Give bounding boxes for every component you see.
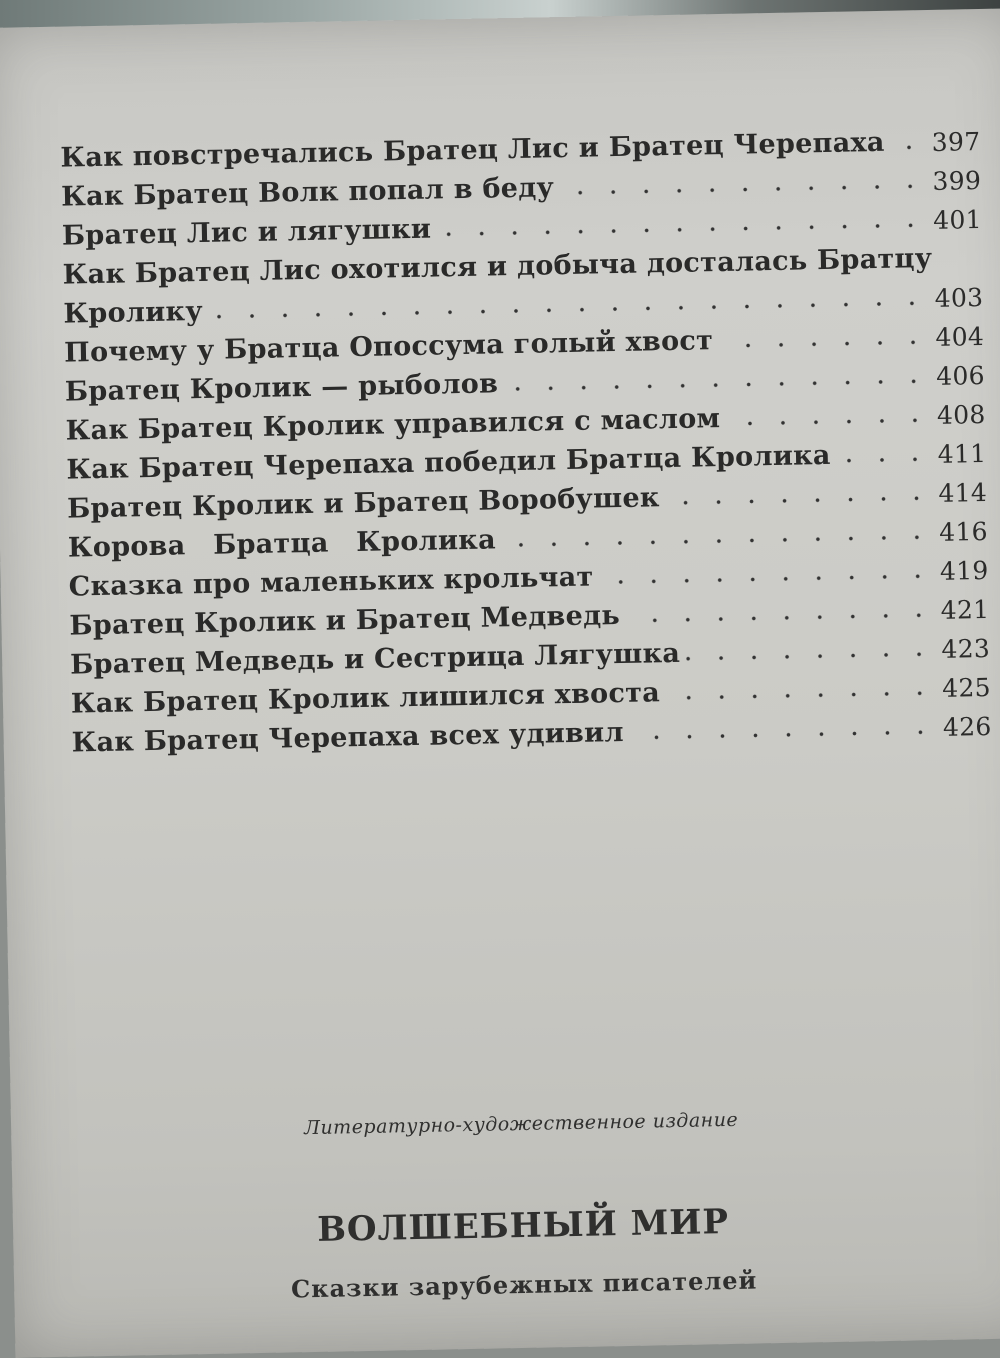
- toc-entry-page: 404: [935, 321, 985, 352]
- book-subtitle: Сказки зарубежных писателей: [290, 1265, 758, 1304]
- toc-leader-dots: [600, 573, 935, 585]
- toc-leader-dots: [560, 183, 927, 196]
- toc-entry-title: Как Братец Черепаха победил Братца Кролика: [66, 439, 831, 486]
- toc-leader-dots: [630, 729, 937, 741]
- toc-entry-title: Кролику: [63, 295, 204, 330]
- toc-entry-title: Братец Кролик и Братец Воробушек: [66, 482, 660, 525]
- toc-entry-page: 425: [941, 672, 992, 703]
- toc-leader-dots: [437, 222, 927, 237]
- toc-entry-page: 426: [942, 711, 992, 742]
- table-of-contents: [60, 117, 992, 759]
- toc-entry-page: 421: [940, 594, 990, 625]
- toc-entry-page: 401: [932, 204, 983, 235]
- toc-entry-page: 399: [932, 166, 982, 196]
- book-page: [0, 8, 1000, 1358]
- toc-leader-dots: [726, 417, 931, 427]
- toc-entry-title: Почему у Братца Опоссума голый хвост: [63, 325, 714, 369]
- toc-entry-page: 416: [938, 516, 989, 547]
- toc-entry-title: Как повстречались Братец Лис и Братец Черепаха: [60, 126, 885, 174]
- book-title: ВОЛШЕБНЫЙ МИР: [316, 1202, 730, 1250]
- toc-entry-title: Как Братец Лис охотился и добыча досталась Братцу: [62, 242, 933, 291]
- toc-entry-title: Братец Медведь и Сестрица Лягушка: [69, 637, 681, 681]
- toc-entry-page: 403: [934, 282, 984, 313]
- toc-leader-dots: [719, 339, 929, 349]
- toc-entry-title: Сказка про маленьких крольчат: [68, 561, 594, 603]
- toc-entry-title: Как Братец Черепаха всех удивил: [71, 716, 625, 759]
- toc-entry-page: 397: [931, 127, 981, 157]
- toc-leader-dots: [666, 495, 933, 506]
- toc-leader-dots: [626, 612, 935, 624]
- toc-entry-title: Как Братец Кролик управился с маслом: [65, 403, 721, 447]
- toc-entry-page: 423: [941, 633, 991, 664]
- toc-leader-dots: [837, 456, 932, 464]
- toc-leader-dots: [686, 651, 935, 662]
- toc-entry-page: 414: [938, 477, 988, 508]
- edition-note: Литературно-художественное издание: [303, 1108, 739, 1140]
- toc-leader-dots: [891, 144, 926, 151]
- toc-entry-title: Как Братец Волк попал в беду: [60, 172, 555, 213]
- toc-entry-title: Корова Братца Кролика: [67, 524, 497, 564]
- toc-entry-page: 406: [935, 360, 986, 391]
- toc-entry-page: 411: [937, 438, 987, 469]
- toc-leader-dots: [666, 690, 936, 701]
- toc-entry-title: Братец Лис и лягушки: [61, 213, 432, 252]
- toc-entry-page: 419: [939, 555, 989, 586]
- toc-entry-title: Как Братец Кролик лишился хвоста: [70, 677, 661, 720]
- toc-entry-title: Братец Кролик — рыболов: [64, 368, 499, 408]
- toc-leader-dots: [502, 534, 933, 548]
- toc-entry-title: Братец Кролик и Братец Медведь: [69, 600, 621, 642]
- toc-entry-page: 408: [936, 399, 986, 430]
- toc-leader-dots: [504, 378, 930, 392]
